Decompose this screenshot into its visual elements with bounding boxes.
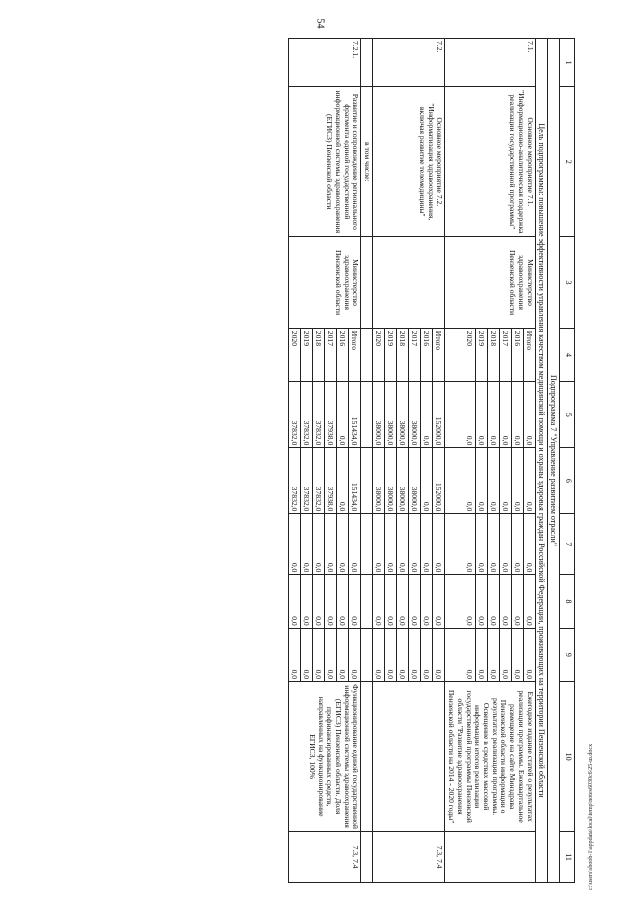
funding-col-8-value: 0,0 — [324, 575, 336, 627]
row-number: 7.2.1. — [289, 39, 361, 87]
funding-total-value: 0,0 — [511, 382, 523, 447]
years-value: 2020 — [464, 330, 474, 346]
table-row — [373, 39, 445, 883]
funding-col-8-value: 0,0 — [300, 575, 312, 627]
funding-col-7-value: 0,0 — [396, 514, 408, 574]
funding-col-8-value: 0,0 — [464, 616, 474, 626]
funding-col-9 — [445, 628, 535, 681]
funding-col-6-value: 0,0 — [499, 448, 511, 513]
subprogram-goal: Цель подпрограммы: повышение эффективности управления качеством медицинской помощи и охраны здоровья граждан Российской Федерации, проживающих на территории Пензенской области — [535, 39, 547, 883]
funding-col-6-value: 38000,0 — [384, 448, 396, 513]
file-path-footer: c:\users\sboob-1\appdata\local\temp\notes6030c6\25-ш.docx — [588, 743, 594, 890]
funding-total — [361, 382, 373, 448]
row-number — [361, 39, 373, 87]
funding-col-6 — [289, 448, 361, 514]
funding-col-6-value: 0,0 — [511, 448, 523, 513]
funding-col-7-value: 0,0 — [312, 514, 324, 574]
funding-col-7-value: 0,0 — [475, 514, 487, 574]
funding-col-6-value: 151434,0 — [348, 448, 360, 513]
funding-total-value: 0,0 — [420, 382, 432, 447]
funding-col-9-value: 0,0 — [348, 629, 360, 681]
years-value: Итого — [432, 329, 444, 381]
expected-result — [373, 682, 445, 832]
funding-col-9-value: 0,0 — [300, 629, 312, 681]
funding-col-9-value: 0,0 — [511, 629, 523, 681]
funding-col-8-value: 0,0 — [374, 616, 384, 626]
funding-col-7-value: 0,0 — [511, 514, 523, 574]
funding-col-6-value: 0,0 — [464, 501, 474, 512]
funding-col-9-value: 0,0 — [408, 629, 420, 681]
row-number: 7.2. — [373, 39, 445, 87]
years-value: 2017 — [408, 329, 420, 381]
column-number-5: 5 — [560, 382, 575, 448]
funding-total — [445, 382, 535, 448]
funding-col-7-value: 0,0 — [348, 514, 360, 574]
years-value: Итого — [348, 329, 360, 381]
funding-col-8-value: 0,0 — [290, 616, 300, 626]
indicator-link: 7.3, 7.4 — [289, 832, 361, 883]
funding-col-6-value: 37832,0 — [312, 448, 324, 513]
funding-col-9-value: 0,0 — [420, 629, 432, 681]
funding-col-6 — [373, 448, 445, 514]
funding-col-9-value: 0,0 — [374, 669, 384, 680]
funding-col-9-value: 0,0 — [384, 629, 396, 681]
funding-total-value: 37832,0 — [312, 382, 324, 447]
funding-col-9 — [289, 628, 361, 681]
column-number-2: 2 — [560, 87, 575, 237]
funding-col-7 — [289, 514, 361, 575]
funding-col-6-value: 38000,0 — [396, 448, 408, 513]
funding-total-value: 38000,0 — [396, 382, 408, 447]
column-number-10: 10 — [560, 682, 575, 832]
funding-col-7-value: 0,0 — [384, 514, 396, 574]
funding-col-9-value: 0,0 — [290, 669, 300, 680]
funding-col-7-value: 0,0 — [336, 514, 348, 574]
column-number-3: 3 — [560, 237, 575, 329]
row-number: 7.1. — [445, 39, 535, 87]
funding-col-9-value: 0,0 — [523, 629, 535, 681]
funding-col-9-value: 0,0 — [324, 629, 336, 681]
executor — [361, 237, 373, 329]
funding-col-8-value: 0,0 — [432, 575, 444, 627]
funding-col-7-value: 0,0 — [523, 514, 535, 574]
funding-total-value: 0,0 — [487, 382, 499, 447]
years-value: 2016 — [511, 329, 523, 381]
funding-col-9-value: 0,0 — [336, 629, 348, 681]
funding-col-7-value: 0,0 — [420, 514, 432, 574]
expected-result: Функционирование единой государственной информационной системы здравоохранения (ЕГИСЗ) Пензенской области. Доля профинансированных средств, направленных на функционирование ЕГИСЗ, 100% — [289, 682, 361, 832]
indicator-link — [445, 832, 535, 883]
funding-col-9-value: 0,0 — [487, 629, 499, 681]
funding-col-8 — [373, 575, 445, 628]
funding-col-8-value: 0,0 — [348, 575, 360, 627]
years-value: 2020 — [290, 330, 300, 346]
funding-col-8-value: 0,0 — [487, 575, 499, 627]
funding-col-8-value: 0,0 — [511, 575, 523, 627]
funding-col-8-value: 0,0 — [408, 575, 420, 627]
column-number-row — [560, 39, 575, 883]
funding-total-value: 0,0 — [464, 435, 474, 446]
years-value: 2018 — [312, 329, 324, 381]
table-row — [361, 39, 373, 883]
funding-total-value: 37832,0 — [290, 420, 300, 446]
funding-col-7 — [373, 514, 445, 575]
funding-col-6-value: 37832,0 — [290, 486, 300, 512]
years — [361, 328, 373, 381]
years-value: 2016 — [420, 329, 432, 381]
funding-col-7 — [361, 514, 373, 575]
funding-col-8 — [361, 575, 373, 628]
funding-col-6-value: 37938,0 — [324, 448, 336, 513]
funding-col-7-value: 0,0 — [290, 562, 300, 573]
goal-row — [535, 39, 547, 883]
funding-col-7-value: 0,0 — [432, 514, 444, 574]
funding-col-7-value: 0,0 — [499, 514, 511, 574]
funding-col-8-value: 0,0 — [475, 575, 487, 627]
event-name: Основное мероприятие 7.2. "Информатизация здравоохранения, включая развитие телемедицины" — [373, 87, 445, 237]
funding-col-6-value: 0,0 — [487, 448, 499, 513]
funding-col-9 — [373, 628, 445, 681]
funding-col-9 — [361, 628, 373, 681]
funding-total-value: 0,0 — [336, 382, 348, 447]
funding-col-7-value: 0,0 — [464, 562, 474, 573]
years-value: 2019 — [475, 329, 487, 381]
event-name: Основное мероприятие 7.1. "Информационно-аналитическая поддержка реализации государственной программы" — [445, 87, 535, 237]
funding-total-value: 0,0 — [523, 382, 535, 447]
years-value: 2018 — [396, 329, 408, 381]
funding-col-7-value: 0,0 — [324, 514, 336, 574]
funding-col-6-value: 152000,0 — [432, 448, 444, 513]
funding-col-7-value: 0,0 — [487, 514, 499, 574]
subprogram-title: Подпрограмма 7 "Управление развитием отрасли" — [547, 39, 559, 883]
funding-col-8-value: 0,0 — [420, 575, 432, 627]
funding-col-9-value: 0,0 — [464, 669, 474, 680]
executor — [373, 237, 445, 329]
funding-total — [373, 382, 445, 448]
table-row — [445, 39, 535, 883]
executor: Министерство здравоохранения Пензенской области — [289, 237, 361, 329]
years — [373, 328, 445, 381]
funding-total-value: 37938,0 — [324, 382, 336, 447]
indicator-link: 7.3, 7.4 — [373, 832, 445, 883]
funding-col-6-value: 0,0 — [420, 448, 432, 513]
funding-col-8-value: 0,0 — [523, 575, 535, 627]
column-number-6: 6 — [560, 448, 575, 514]
column-number-9: 9 — [560, 628, 575, 681]
funding-col-6-value: 38000,0 — [408, 448, 420, 513]
funding-col-8-value: 0,0 — [499, 575, 511, 627]
column-number-7: 7 — [560, 514, 575, 575]
funding-total-value: 38000,0 — [374, 420, 384, 446]
funding-total-value: 0,0 — [475, 382, 487, 447]
funding-col-7 — [445, 514, 535, 575]
funding-col-6 — [445, 448, 535, 514]
funding-col-6-value: 0,0 — [475, 448, 487, 513]
years-value: 2019 — [384, 329, 396, 381]
years-value: 2018 — [487, 329, 499, 381]
funding-total-value: 151434,0 — [348, 382, 360, 447]
funding-col-6-value: 0,0 — [523, 448, 535, 513]
funding-total-value: 38000,0 — [384, 382, 396, 447]
expected-result: Ежегодное издание статей о результатах реализации программы. Ежеквартальное размещение на сайте Минздрава Пензенской области информации о результатах реализации программы. Освещение в средствах массовой информации итогов реализации государственной программы Пензенской области "Развитие здравоохранения Пензенской области на 2014 - 2020 годы" — [445, 682, 535, 832]
years — [445, 328, 535, 381]
column-number-8: 8 — [560, 575, 575, 628]
years — [289, 328, 361, 381]
funding-col-9-value: 0,0 — [312, 629, 324, 681]
funding-col-8 — [289, 575, 361, 628]
funding-total-value: 0,0 — [499, 382, 511, 447]
funding-total — [289, 382, 361, 448]
page-number: 54 — [314, 18, 326, 29]
funding-total-value: 37832,0 — [300, 382, 312, 447]
column-number-4: 4 — [560, 328, 575, 381]
funding-col-6 — [361, 448, 373, 514]
funding-col-9-value: 0,0 — [499, 629, 511, 681]
funding-col-8-value: 0,0 — [336, 575, 348, 627]
column-number-1: 1 — [560, 39, 575, 87]
indicator-link — [361, 832, 373, 883]
funding-col-6-value: 37832,0 — [300, 448, 312, 513]
funding-col-9-value: 0,0 — [432, 629, 444, 681]
years-value: 2019 — [300, 329, 312, 381]
funding-col-6-value: 0,0 — [336, 448, 348, 513]
funding-col-8 — [445, 575, 535, 628]
funding-col-7-value: 0,0 — [408, 514, 420, 574]
column-number-11: 11 — [560, 832, 575, 883]
years-value: 2017 — [324, 329, 336, 381]
executor: Министерство здравоохранения Пензенской области — [445, 237, 535, 329]
funding-col-9-value: 0,0 — [475, 629, 487, 681]
event-name: Развитие и сопровождение регионального фрагмента единой государственной информационной системы здравоохранения (ЕГИСЗ) Пензенской области — [289, 87, 361, 237]
table-row — [289, 39, 361, 883]
funding-col-8-value: 0,0 — [396, 575, 408, 627]
funding-col-7-value: 0,0 — [300, 514, 312, 574]
expected-result — [361, 682, 373, 832]
funding-col-7-value: 0,0 — [374, 562, 384, 573]
funding-col-9-value: 0,0 — [396, 629, 408, 681]
funding-col-8-value: 0,0 — [384, 575, 396, 627]
program-table-sheet — [85, 38, 575, 883]
funding-total-value: 38000,0 — [408, 382, 420, 447]
subprogram-row — [547, 39, 559, 883]
years-value: 2017 — [499, 329, 511, 381]
years-value: Итого — [523, 329, 535, 381]
program-table — [288, 38, 575, 883]
funding-total-value: 152000,0 — [432, 382, 444, 447]
years-value: 2016 — [336, 329, 348, 381]
years-value: 2020 — [374, 330, 384, 346]
funding-col-6-value: 38000,0 — [374, 486, 384, 512]
event-name: в том числе: — [361, 87, 373, 237]
funding-col-8-value: 0,0 — [312, 575, 324, 627]
